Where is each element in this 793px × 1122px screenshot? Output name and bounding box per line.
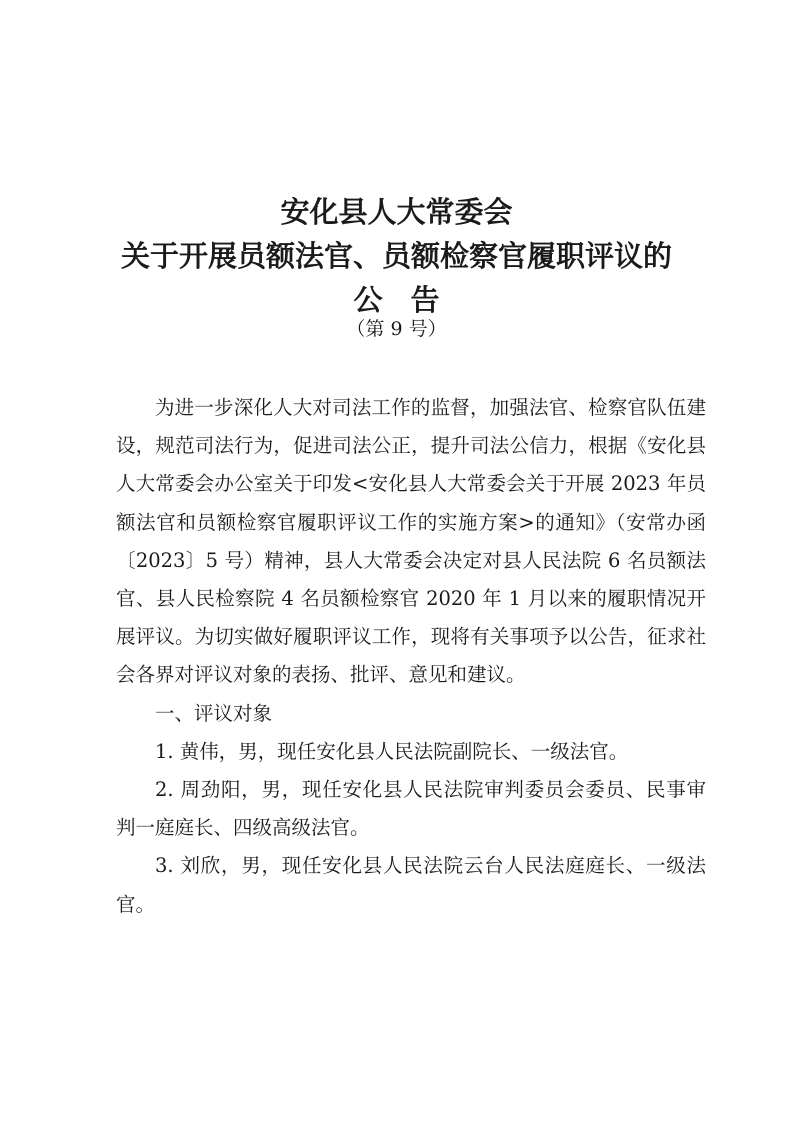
intro-paragraph: 为进一步深化人大对司法工作的监督，加强法官、检察官队伍建设，规范司法行为，促进司法公正，提升司法公信力，根据《安化县人大常委会办公室关于印发<安化县人大常委会关于开展 2023 年员额法官和员额检察官履职评议工作的实施方案>的通知》（安常办函〔2023〕5 号）精神，县人大常委会决定对县人民法院 6 名员额法官、县人民检察院 4 名员额检察官 2020 年 1 月以来的履职情况开展评议。为切实做好履职评议工作，现将有关事项予以公告，征求社会各界对评议对象的表扬、批评、意见和建议。 xyxy=(116,396,706,687)
list-item: 3. 刘欣，男，现任安化县人民法院云台人民法庭庭长、一级法官。 xyxy=(116,854,706,916)
section-heading: 一、评议对象 xyxy=(155,701,273,725)
title-line-3: 公告 xyxy=(353,283,468,317)
list-item: 1. 黄伟，男，现任安化县人民法院副院长、一级法官。 xyxy=(155,739,629,763)
title-line-2: 关于开展员额法官、员额检察官履职评议的 xyxy=(120,239,672,273)
issue-number: （第 9 号） xyxy=(346,318,447,340)
title-line-1: 安化县人大常委会 xyxy=(280,195,513,229)
document-body xyxy=(116,389,706,924)
document-title xyxy=(0,190,793,322)
list-item: 2. 周劲阳，男，现任安化县人民法院审判委员会委员、民事审判一庭庭长、四级高级法官。 xyxy=(116,778,706,840)
